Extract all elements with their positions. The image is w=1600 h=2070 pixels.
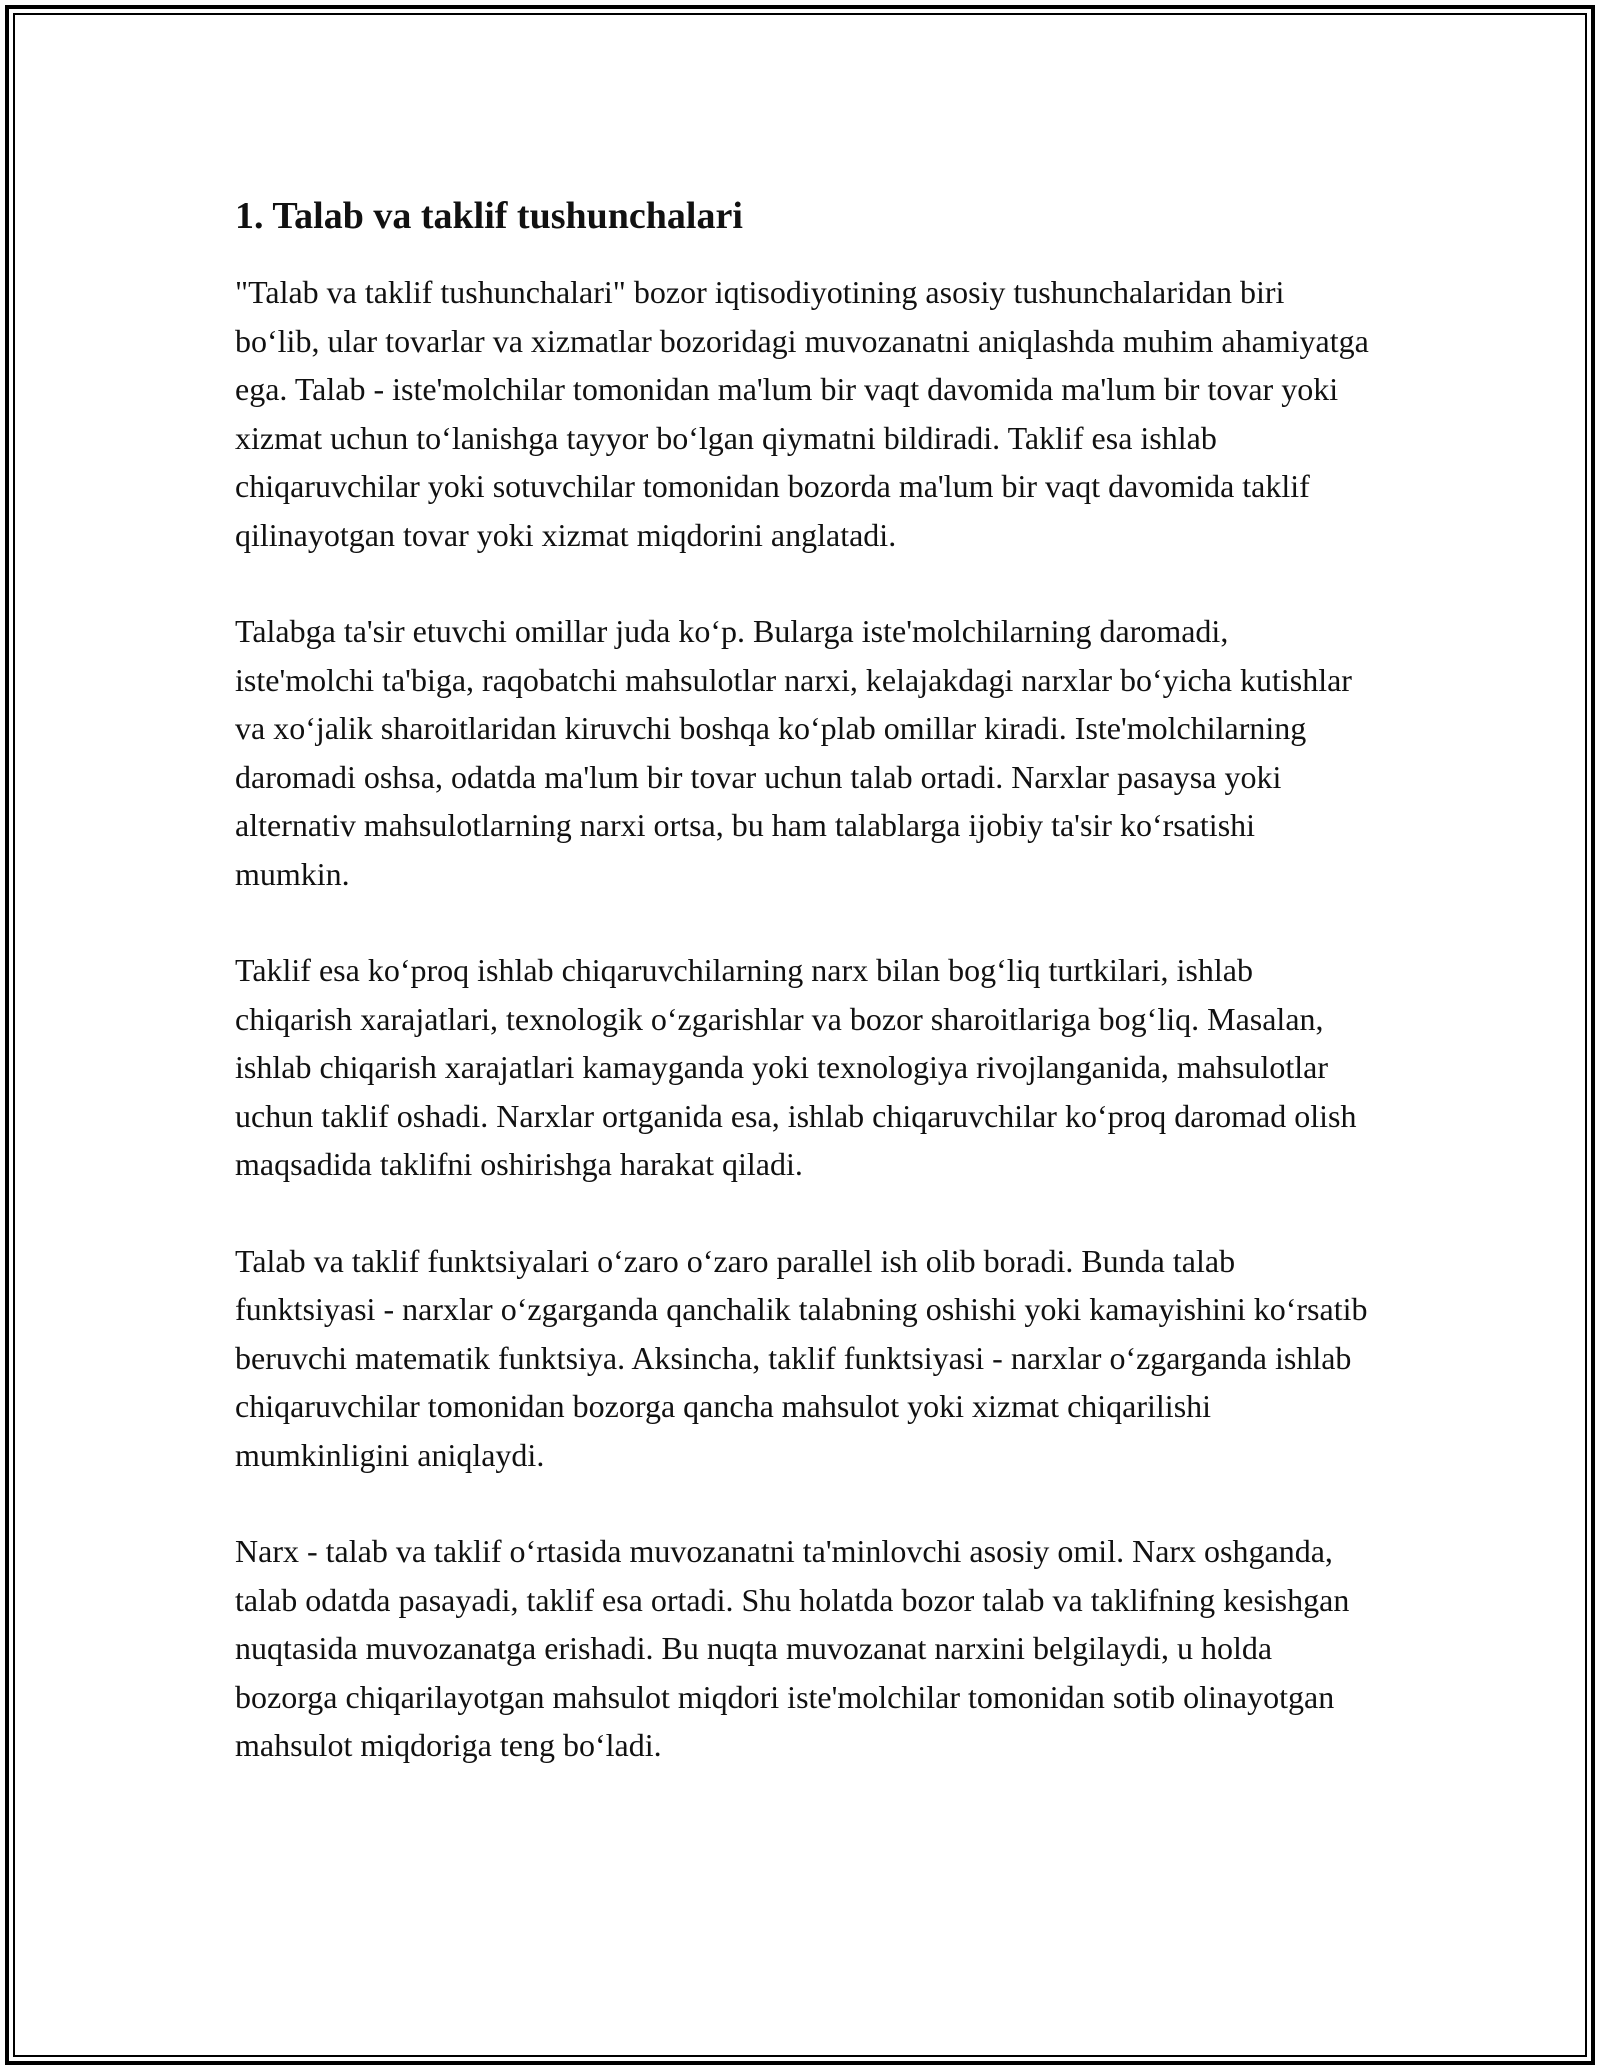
document-body (235, 186, 1375, 1770)
section-heading: 1. Talab va taklif tushunchalari (235, 195, 743, 237)
paragraph-4: Talab va taklif funktsiyalari o‘zaro o‘zaro parallel ish olib boradi. Bunda talab funktsiyasi - narxlar o‘zgarganda qanchalik talabning oshishi yoki kamayishini ko‘rsatib beruvchi matematik funktsiya. Aksincha, taklif funktsiyasi - narxlar o‘zgarganda ishlab chiqaruvchilar tomonidan bozorga qancha mahsulot yoki xizmat chiqarilishi mumkinligini aniqlaydi. (235, 1242, 1368, 1473)
paragraph-5: Narx - talab va taklif o‘rtasida muvozanatni ta'minlovchi asosiy omil. Narx oshganda, talab odatda pasayadi, taklif esa ortadi. Shu holatda bozor talab va taklifning kesishgan nuqtasida muvozanatga erishadi. Bu nuqta muvozanat narxini belgilaydi, u holda bozorga chiqarilayotgan mahsulot miqdori iste'molchilar tomonidan sotib olinayotgan mahsulot miqdoriga teng bo‘ladi. (235, 1533, 1350, 1763)
paragraph-1: "Talab va taklif tushunchalari" bozor iqtisodiyotining asosiy tushunchalaridan biri bo‘lib, ular tovarlar va xizmatlar bozoridagi muvozanatni aniqlashda muhim ahamiyatga ega. Talab - iste'molchilar tomonidan ma'lum bir vaqt davomida ma'lum bir tovar yoki xizmat uchun to‘lanishga tayyor bo‘lgan qiymatni bildiradi. Taklif esa ishlab chiqaruvchilar yoki sotuvchilar tomonidan bozorda ma'lum bir vaqt davomida taklif qilinayotgan tovar yoki xizmat miqdorini anglatadi. (235, 274, 1369, 553)
paragraph-3: Taklif esa ko‘proq ishlab chiqaruvchilarning narx bilan bog‘liq turtkilari, ishlab chiqarish xarajatlari, texnologik o‘zgarishlar va bozor sharoitlariga bog‘liq. Masalan, ishlab chiqarish xarajatlari kamayganda yoki texnologiya rivojlanganida, mahsulotlar uchun taklif oshadi. Narxlar ortganida esa, ishlab chiqaruvchilar ko‘proq daromad olish maqsadida taklifni oshirishga harakat qiladi. (235, 952, 1357, 1182)
paragraph-2: Talabga ta'sir etuvchi omillar juda ko‘p. Bularga iste'molchilarning daromadi, iste'molchi ta'biga, raqobatchi mahsulotlar narxi, kelajakdagi narxlar bo‘yicha kutishlar va xo‘jalik sharoitlaridan kiruvchi boshqa ko‘plab omillar kiradi. Iste'molchilarning daromadi oshsa, odatda ma'lum bir tovar uchun talab ortadi. Narxlar pasaysa yoki alternativ mahsulotlarning narxi ortsa, bu ham talablarga ijobiy ta'sir ko‘rsatishi mumkin. (235, 613, 1352, 892)
